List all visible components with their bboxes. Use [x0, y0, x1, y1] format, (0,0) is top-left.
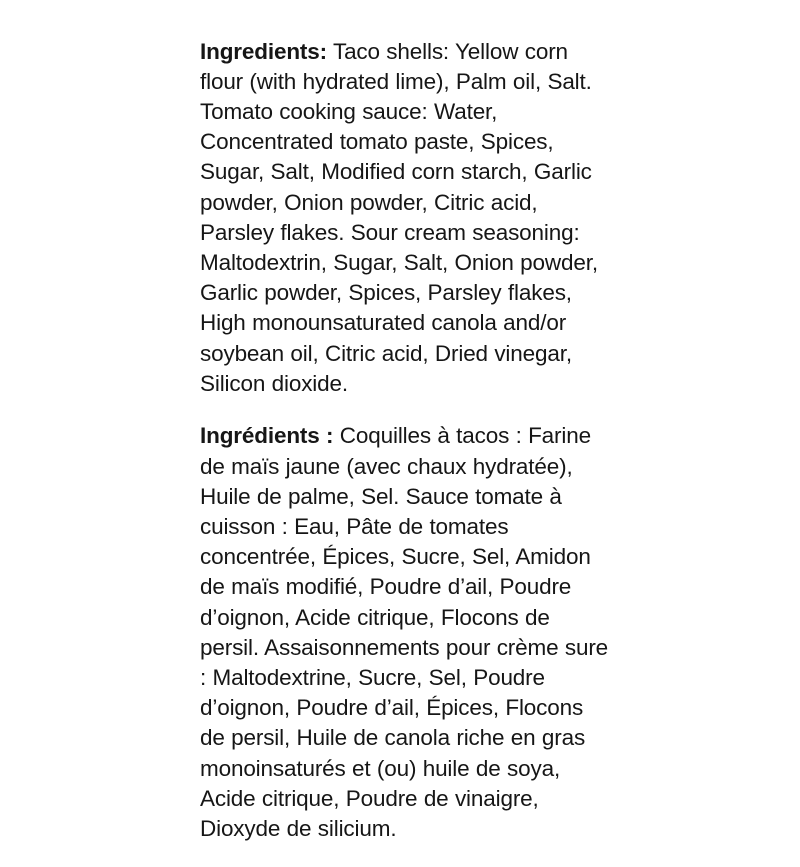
- ingredients-paragraph-french: [200, 421, 610, 844]
- ingredients-heading-french: Ingrédients :: [200, 423, 334, 449]
- ingredients-heading-english: Ingredients:: [200, 38, 327, 64]
- ingredients-body-english: Taco shells: Yellow corn flour (with hydrated lime), Palm oil, Salt. Tomato cooking sauce: Water, Concentrated tomato paste, Spices, Sugar, Salt, Modified corn starch, Garlic powder, Onion powder, Citric acid, Parsley flakes. Sour cream seasoning: Maltodextrin, Sugar, Salt, Onion powder, Garlic powder, Spices, Parsley flakes, High monounsaturated canola and/or soybean oil, Citric acid, Dried vinegar, Silicon dioxide.: [200, 38, 598, 396]
- ingredients-text-block: [200, 14, 610, 867]
- ingredients-paragraph-english: [200, 37, 610, 399]
- ingredients-body-french: Coquilles à tacos : Farine de maïs jaune (avec chaux hydratée), Huile de palme, Sel. Sauce tomate à cuisson : Eau, Pâte de tomates concentrée, Épices, Sucre, Sel, Amidon de maïs modifié, Poudre d’ail, Poudre d’oignon, Acide citrique, Flocons de persil. Assaisonnements pour crème sure : Maltodextrine, Sucre, Sel, Poudre d’oignon, Poudre d’ail, Épices, Flocons de persil, Huile de canola riche en gras monoinsaturés et (ou) huile de soya, Acide citrique, Poudre de vinaigre, Dioxyde de silicium.: [200, 423, 609, 842]
